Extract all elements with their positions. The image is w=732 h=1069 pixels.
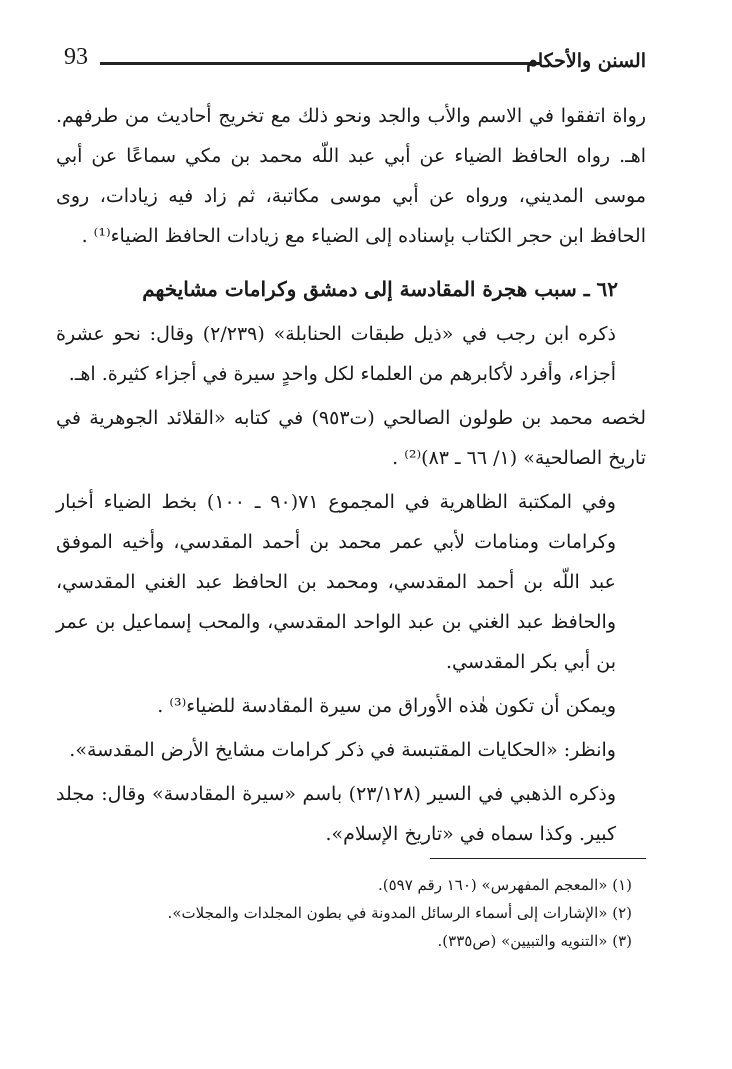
page-header [60, 44, 646, 84]
footnotes [56, 858, 646, 955]
footnote-1: (١) «المعجم المفهرس» (١٦٠ رقم ٥٩٧). [377, 876, 632, 894]
running-title: السنن والأحكام [526, 50, 646, 72]
section-heading: ٦٢ ـ سبب هجرة المقادسة إلى دمشق وكرامات مشايخهم [142, 277, 618, 301]
paragraph-narrators: رواة اتفقوا في الاسم والأب والجد ونحو ذلك مع تخريج أحاديث من طرفهم. اهـ. رواه الحافظ الضياء عن أبي عبد اللّه محمد بن مكي سماعًا عن أبي موسى المديني، ورواه عن أبي موسى مكاتبة، ثم زاد فيه زيادات، روى الحافظ ابن حجر الكتاب بإسناده إلى الضياء مع زيادات الحافظ الضياء⁽¹⁾ . [56, 105, 646, 247]
footnote-2: (٢) «الإشارات إلى أسماء الرسائل المدونة في بطون المجلدات والمجلات». [167, 904, 632, 922]
paragraph-see-also: وانظر: «الحكايات المقتبسة في ذكر كرامات مشايخ الأرض المقدسة». [69, 739, 616, 761]
paragraph-ibn-rajab: ذكره ابن رجب في «ذيل طبقات الحنابلة» (٢/٢٣٩) وقال: نحو عشرة أجزاء، وأفرد لأكابرهم من العلماء لكل واحدٍ سيرة في أجزاء كثيرة. اهـ. [56, 323, 616, 385]
paragraph-sira: ويمكن أن تكون هٰذه الأوراق من سيرة المقادسة للضياء⁽³⁾ . [157, 695, 616, 717]
page-number: 93 [64, 44, 88, 70]
paragraph-ibn-tulun: لخصه محمد بن طولون الصالحي (ت٩٥٣) في كتابه «القلائد الجوهرية في تاريخ الصالحية» (١/ ٦٦ ـ ٨٣)⁽²⁾ . [56, 407, 646, 469]
main-text [56, 96, 646, 866]
footnote-3: (٣) «التنويه والتبيين» (ص٣٣٥). [437, 932, 632, 950]
paragraph-dhahabi: وذكره الذهبي في السير (٢٣/١٢٨) باسم «سيرة المقادسة» وقال: مجلد كبير. وكذا سماه في «تاريخ الإسلام». [56, 783, 616, 845]
paragraph-zahiriyya: وفي المكتبة الظاهرية في المجموع ٧١(٩٠ ـ ١٠٠) بخط الضياء أخبار وكرامات ومنامات لأبي عمر محمد بن أحمد المقدسي، وأخيه الموفق عبد اللّه بن أحمد المقدسي، ومحمد بن الحافظ عبد الغني المقدسي، والحافظ عبد الغني بن عبد الواحد المقدسي، والمحب إسماعيل بن عمر بن أبي بكر المقدسي. [56, 491, 616, 673]
header-rule [100, 62, 540, 65]
footnote-rule [430, 858, 646, 859]
